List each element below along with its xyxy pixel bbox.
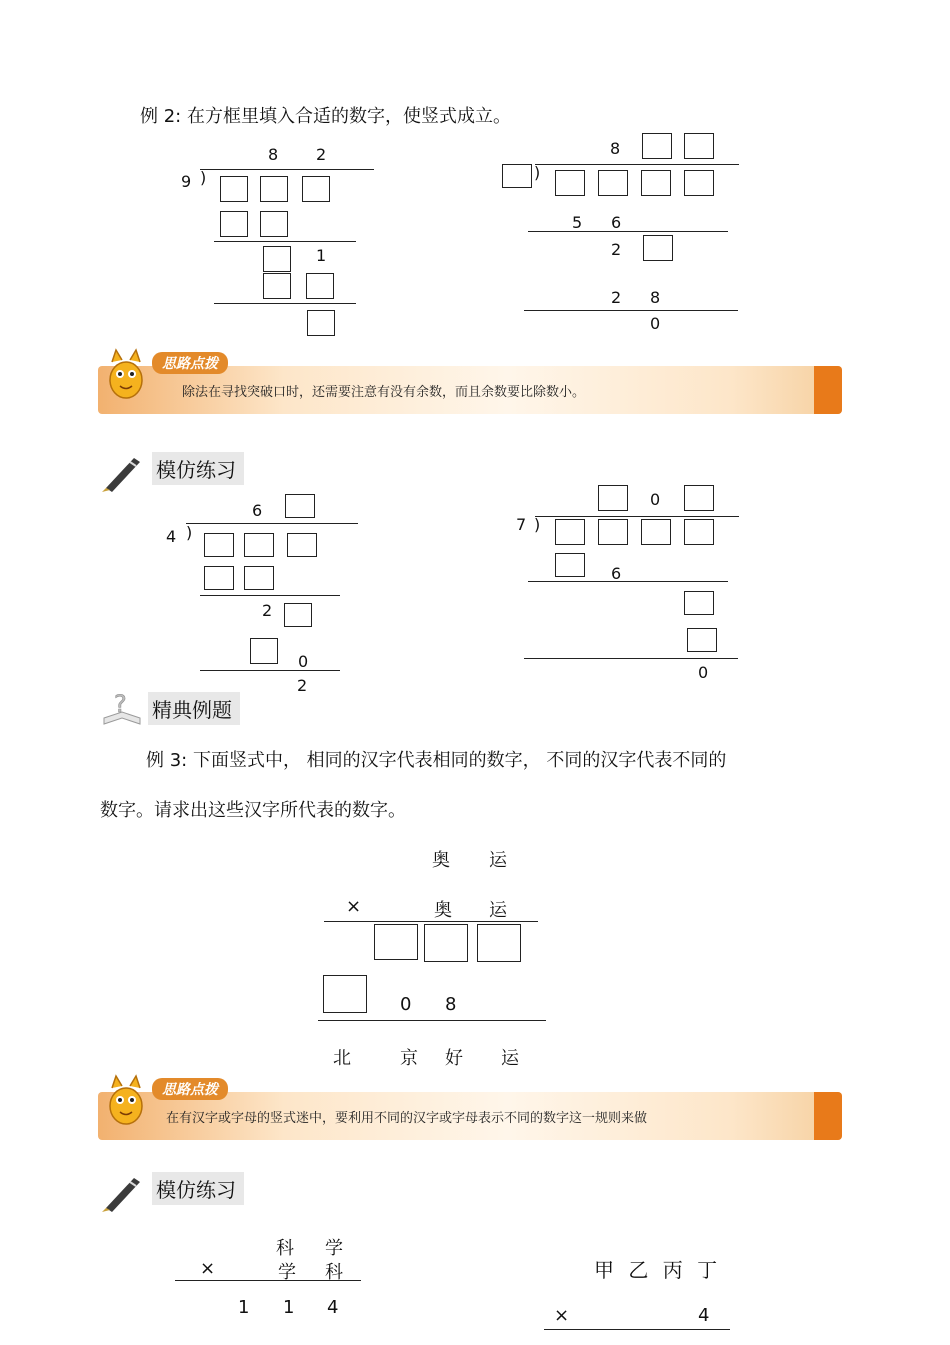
blank-box[interactable] — [684, 485, 714, 511]
blank-box[interactable] — [598, 485, 628, 511]
mascot-icon — [102, 346, 150, 402]
hanzi-digit: 奥 — [432, 850, 450, 871]
practice-title: 模仿练习 — [152, 452, 244, 485]
classic-title: 精典例题 — [148, 692, 240, 725]
divisor: 9 — [181, 172, 192, 191]
blank-box[interactable] — [598, 170, 628, 196]
blank-box[interactable] — [641, 170, 671, 196]
blank-box[interactable] — [263, 246, 291, 272]
tip-banner — [98, 1082, 842, 1140]
remainder: 0 — [698, 663, 709, 682]
tip-banner — [98, 356, 842, 414]
pen-icon — [100, 452, 144, 492]
digit: 2 — [262, 601, 273, 620]
digit: 2 — [611, 288, 622, 307]
blank-box[interactable] — [374, 924, 418, 960]
hanzi-digit: 学 — [325, 1238, 343, 1259]
quotient-digit: 0 — [650, 490, 661, 509]
blank-box[interactable] — [302, 176, 330, 202]
division-bracket: ) — [200, 168, 207, 187]
blank-box[interactable] — [684, 591, 714, 615]
blank-box[interactable] — [555, 519, 585, 545]
hanzi-digit: 奥 — [434, 900, 452, 921]
times-sign: × — [200, 1258, 216, 1279]
blank-box[interactable] — [306, 273, 334, 299]
times-sign: × — [346, 896, 362, 917]
hanzi-digit: 运 — [489, 850, 507, 871]
times-sign: × — [554, 1305, 570, 1326]
blank-box[interactable] — [684, 170, 714, 196]
digit: 0 — [400, 994, 412, 1015]
division-bracket: ) — [186, 523, 193, 542]
pen-icon — [100, 1172, 144, 1212]
blank-box[interactable] — [307, 310, 335, 336]
digit: 4 — [698, 1305, 710, 1326]
hanzi-digit: 北 — [333, 1048, 351, 1069]
tip-tag: 思路点拨 — [152, 352, 228, 374]
svg-text:?: ? — [114, 690, 127, 718]
quotient-digit: 2 — [316, 145, 327, 164]
digit: 4 — [327, 1297, 339, 1318]
tip-tag: 思路点拨 — [152, 1078, 228, 1100]
blank-box[interactable] — [502, 164, 532, 188]
blank-box[interactable] — [220, 211, 248, 237]
divisor: 4 — [166, 527, 177, 546]
blank-box[interactable] — [687, 628, 717, 652]
hanzi-digit: 科 — [276, 1238, 294, 1259]
digit: 1 — [238, 1297, 250, 1318]
quotient-digit: 8 — [268, 145, 279, 164]
blank-box[interactable] — [260, 176, 288, 202]
digit: 5 — [572, 213, 583, 232]
example3-heading-cont: 数字。请求出这些汉字所代表的数字。 — [100, 800, 406, 821]
blank-box[interactable] — [684, 519, 714, 545]
blank-box[interactable] — [220, 176, 248, 202]
remainder: 0 — [650, 314, 661, 333]
quotient-digit: 8 — [610, 139, 621, 158]
example3-heading: 例 3: 下面竖式中， 相同的汉字代表相同的数字， 不同的汉字代表不同的 — [146, 750, 727, 771]
blank-box[interactable] — [424, 924, 468, 962]
digit: 6 — [611, 213, 622, 232]
blank-box[interactable] — [204, 533, 234, 557]
blank-box[interactable] — [641, 519, 671, 545]
blank-box[interactable] — [260, 211, 288, 237]
blank-box[interactable] — [250, 638, 278, 664]
hanzi-digit: 学 — [278, 1262, 296, 1283]
blank-box[interactable] — [598, 519, 628, 545]
blank-box[interactable] — [477, 924, 521, 962]
digit: 0 — [298, 652, 309, 671]
digit: 8 — [445, 994, 457, 1015]
practice-title: 模仿练习 — [152, 1172, 244, 1205]
tip-text: 除法在寻找突破口时，还需要注意有没有余数，而且余数要比除数小。 — [182, 385, 586, 400]
blank-box[interactable] — [287, 533, 317, 557]
hanzi-digit: 京 — [400, 1048, 418, 1069]
division-bracket: ) — [534, 163, 541, 182]
tip-text: 在有汉字或字母的竖式迷中，要利用不同的汉字或字母表示不同的数字这一规则来做 — [166, 1111, 648, 1126]
blank-box[interactable] — [263, 273, 291, 299]
hanzi-digit: 运 — [501, 1048, 519, 1069]
blank-box[interactable] — [285, 494, 315, 518]
question-book-icon — [100, 688, 144, 728]
banner-edge — [814, 1092, 842, 1140]
digit: 1 — [283, 1297, 295, 1318]
digit: 6 — [611, 564, 622, 583]
remainder: 2 — [297, 676, 308, 695]
quotient-digit: 6 — [252, 501, 263, 520]
blank-box[interactable] — [323, 975, 367, 1013]
blank-box[interactable] — [244, 533, 274, 557]
blank-box[interactable] — [244, 566, 274, 590]
blank-box[interactable] — [684, 133, 714, 159]
hanzi-digit: 运 — [489, 900, 507, 921]
division-bracket: ) — [534, 515, 541, 534]
digit: 8 — [650, 288, 661, 307]
hanzi-digit: 好 — [445, 1048, 463, 1069]
mascot-icon — [102, 1072, 150, 1128]
digit: 1 — [316, 246, 327, 265]
blank-box[interactable] — [642, 133, 672, 159]
blank-box[interactable] — [204, 566, 234, 590]
hanzi-number: 甲 乙 丙 丁 — [594, 1258, 722, 1282]
blank-box[interactable] — [555, 553, 585, 577]
hanzi-digit: 科 — [325, 1262, 343, 1283]
banner-edge — [814, 366, 842, 414]
blank-box[interactable] — [555, 170, 585, 196]
digit: 2 — [611, 240, 622, 259]
divisor: 7 — [516, 515, 527, 534]
example2-heading: 例 2: 在方框里填入合适的数字，使竖式成立。 — [140, 106, 511, 127]
blank-box[interactable] — [643, 235, 673, 261]
blank-box[interactable] — [284, 603, 312, 627]
